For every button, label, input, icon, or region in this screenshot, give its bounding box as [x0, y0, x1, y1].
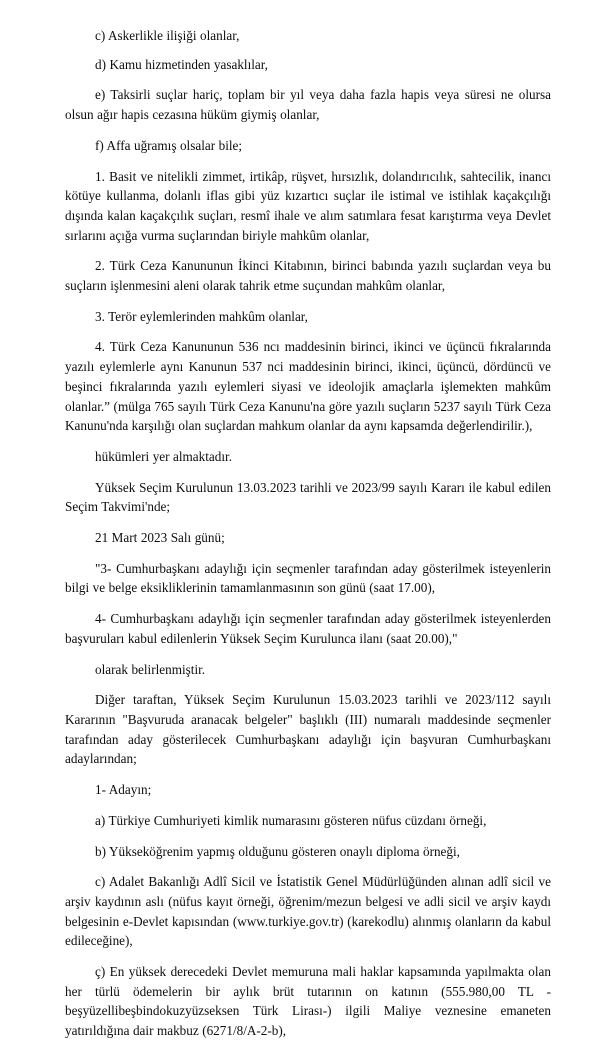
paragraph-item-f-3: 3. Terör eylemlerinden mahkûm olanlar,	[95, 308, 308, 324]
paragraph-item-d: d) Kamu hizmetinden yasaklılar,	[95, 56, 268, 72]
paragraph-item-f-1: 1. Basit ve nitelikli zimmet, irtikâp, rüşvet, hırsızlık, dolandırıcılık, sahtecilik, inancı kötüye kullanma, dolanlı iflas gibi yüz kızartıcı suçlar ile istimal ve istihlak kaçakçılığı dışında kalan kaçakçılık suçları, resmî ihale ve alım satımlara fesat karıştırma veya Devlet sırlarını açığa vurma suçlarından biriyle mahkûm olanlar,	[65, 168, 551, 243]
paragraph-item-f-2: 2. Türk Ceza Kanununun İkinci Kitabının, birinci babında yazılı suçlardan veya bu suçların işlenmesini aleni olarak tahrik etme suçundan mahkûm olanlar,	[65, 258, 551, 294]
paragraph-item-e: e) Taksirli suçlar hariç, toplam bir yıl veya daha fazla hapis veya süresi ne olursa olsun ağır hapis cezasına hüküm giymiş olanlar,	[65, 87, 551, 123]
paragraph-belge-a: a) Türkiye Cumhuriyeti kimlik numarasını gösteren nüfus cüzdanı örneği,	[95, 812, 487, 828]
paragraph-belge-c: c) Adalet Bakanlığı Adlî Sicil ve İstatistik Genel Müdürlüğünden alınan adlî sicil ve arşiv kaydının aslı (nüfus kayıt örneği, öğrenim/mezun belgesi ve adli sicil ve arşiv kaydı belgesinin e-Devlet kapısından (www.turkiye.gov.tr) (karekodlu) alınmış olanların da kabul edileceğine),	[65, 874, 551, 949]
paragraph-item-c: c) Askerlikle ilişiği olanlar,	[95, 28, 240, 43]
paragraph-madde-4: 4- Cumhurbaşkanı adaylığı için seçmenler tarafından aday gösterilmek isteyenlerden başvuruları kabul edilenlerin Yüksek Seçim Kurulunca ilanı (saat 20.00),"	[65, 611, 551, 646]
paragraph-item-f: f) Affa uğramış olsalar bile;	[95, 137, 243, 153]
paragraph-olarak-belirlenmistir: olarak belirlenmiştir.	[95, 661, 206, 677]
paragraph-madde-1-adayin: 1- Adayın;	[95, 782, 152, 798]
paragraph-ysk-karar-2023-99: Yüksek Seçim Kurulunun 13.03.2023 tarihli ve 2023/99 sayılı Kararı ile kabul edilen Seçim Takvimi'nde;	[65, 479, 551, 515]
paragraph-tarih-21-mart: 21 Mart 2023 Salı günü;	[95, 530, 225, 546]
paragraph-madde-3: "3- Cumhurbaşkanı adaylığı için seçmenler tarafından aday gösterilmek isteyenlerin bilgi ve belge eksikliklerinin tamamlanmasının son günü (saat 17.00),	[65, 560, 551, 596]
paragraph-ysk-karar-2023-112: Diğer taraftan, Yüksek Seçim Kurulunun 15.03.2023 tarihli ve 2023/112 sayılı Kararının "Başvuruda aranacak belgeler" başlıklı (III) numaralı maddesinde seçmenler tarafından aday gösterilecek Cumhurbaşkanı adaylığı için başvuran Cumhurbaşkanı adaylarından;	[65, 692, 551, 767]
paragraph-belge-b: b) Yükseköğrenim yapmış olduğunu gösteren onaylı diploma örneği,	[95, 843, 460, 859]
paragraph-hukumleri: hükümleri yer almaktadır.	[95, 448, 232, 464]
document-text-body	[65, 26, 551, 1041]
paragraph-belge-c-cedilla: ç) En yüksek derecedeki Devlet memuruna mali haklar kapsamında yapılmakta olan her türlü ödemelerin bir aylık brüt tutarının on katının (555.980,00 TL -beşyüzellibeşbindokuzyüzseksen Türk Lirası-) ilgili Maliye veznesine emaneten yatırıldığına dair makbuz (6271/8/A-2-b),	[65, 964, 551, 1039]
paragraph-item-f-4: 4. Türk Ceza Kanununun 536 ncı maddesinin birinci, ikinci ve üçüncü fıkralarında yazılı eylemlerle aynı Kanunun 537 nci maddesinin birinci, ikinci, üçüncü, dördüncü ve beşinci fıkralarında yazılı eylemleri siyasi ve ideolojik amaçlarla işlemekten mahkûm olanlar.” (mülga 765 sayılı Türk Ceza Kanunu'na göre yazılı suçların 5237 sayılı Türk Ceza Kanunu'nda karşılığı olan suçlardan mahkum olanlar da aynı kapsamda değerlendirilir.),	[65, 339, 551, 434]
